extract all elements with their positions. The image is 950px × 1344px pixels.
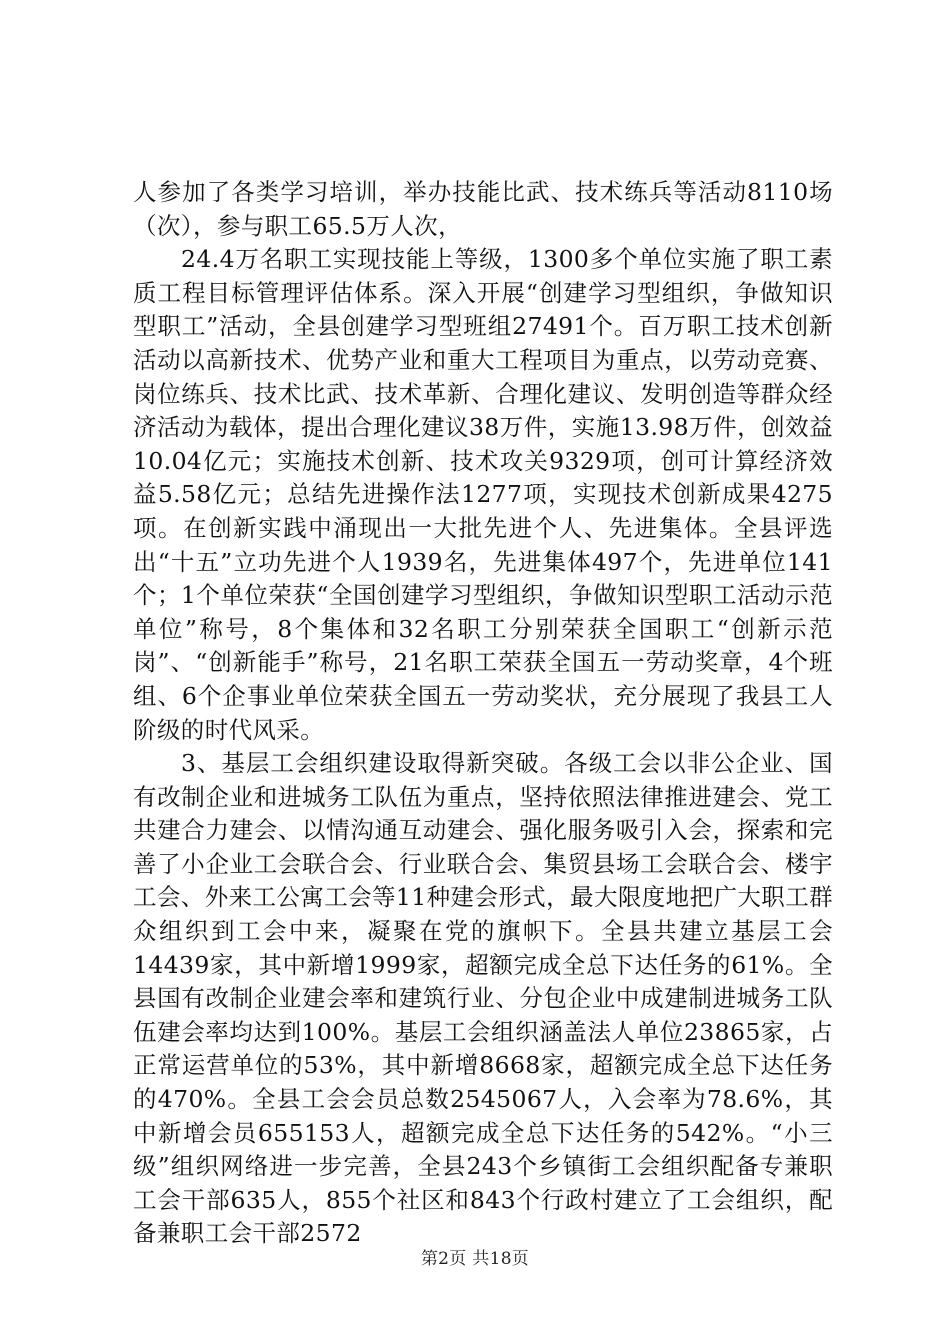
paragraph-skills: 24.4万名职工实现技能上等级，1300多个单位实施了职工素质工程目标管理评估体系。深入开展“创建学习型组织，争做知识型职工”活动，全县创建学习型班组27491个。百万职工技术创新活动以高新技术、优势产业和重大工程项目为重点，以劳动竞赛、岗位练兵、技术比武、技术革新、合理化建议、发明创造等群众经济活动为载体，提出合理化建议38万件，实施13.98万件，创效益10.04亿元；实施技术创新、技术攻关9329项，创可计算经济效益5.58亿元；总结先进操作法1277项，实现技术创新成果4275项。在创新实践中涌现出一大批先进个人、先进集体。全县评选出“十五”立功先进个人1939名，先进集体497个，先进单位141个；1个单位荣获“全国创建学习型组织，争做知识型职工活动示范单位”称号，8个集体和32名职工分别荣获全国职工“创新示范岗”、“创新能手”称号，21名职工荣获全国五一劳动奖章，4个班组、6个企事业单位荣获全国五一劳动奖状，充分展现了我县工人阶级的时代风采。 bbox=[133, 245, 833, 744]
page-number-footer: 第2页 共18页 bbox=[420, 1249, 530, 1269]
paragraph-union-organization: 3、基层工会组织建设取得新突破。各级工会以非公企业、国有改制企业和进城务工队伍为重点，坚持依照法律推进建会、党工共建合力建会、以情沟通互动建会、强化服务吸引入会，探索和完善了小企业工会联合会、行业联合会、集贸县场工会联合会、楼宇工会、外来工公寓工会等11种建会形式，最大限度地把广大职工群众组织到工会中来，凝聚在党的旗帜下。全县共建立基层工会14439家，其中新增1999家，超额完成全总下达任务的61%。全县国有改制企业建会率和建筑行业、分包企业中成建制进城务工队伍建会率均达到100%。基层工会组织涵盖法人单位23865家，占正常运营单位的53%，其中新增8668家，超额完成全总下达任务的470%。全县工会会员总数2545067人，入会率为78.6%，其中新增会员655153人，超额完成全总下达任务的542%。“小三级”组织网络进一步完善，全县243个乡镇街工会组织配备专兼职工会干部635人，855个社区和843个行政村建立了工会组织，配备兼职工会干部2572 bbox=[133, 749, 833, 1248]
paragraph-continuation: 人参加了各类学习培训，举办技能比武、技术练兵等活动8110场（次），参与职工65.5万人次， bbox=[133, 178, 833, 240]
document-body bbox=[133, 176, 833, 1251]
